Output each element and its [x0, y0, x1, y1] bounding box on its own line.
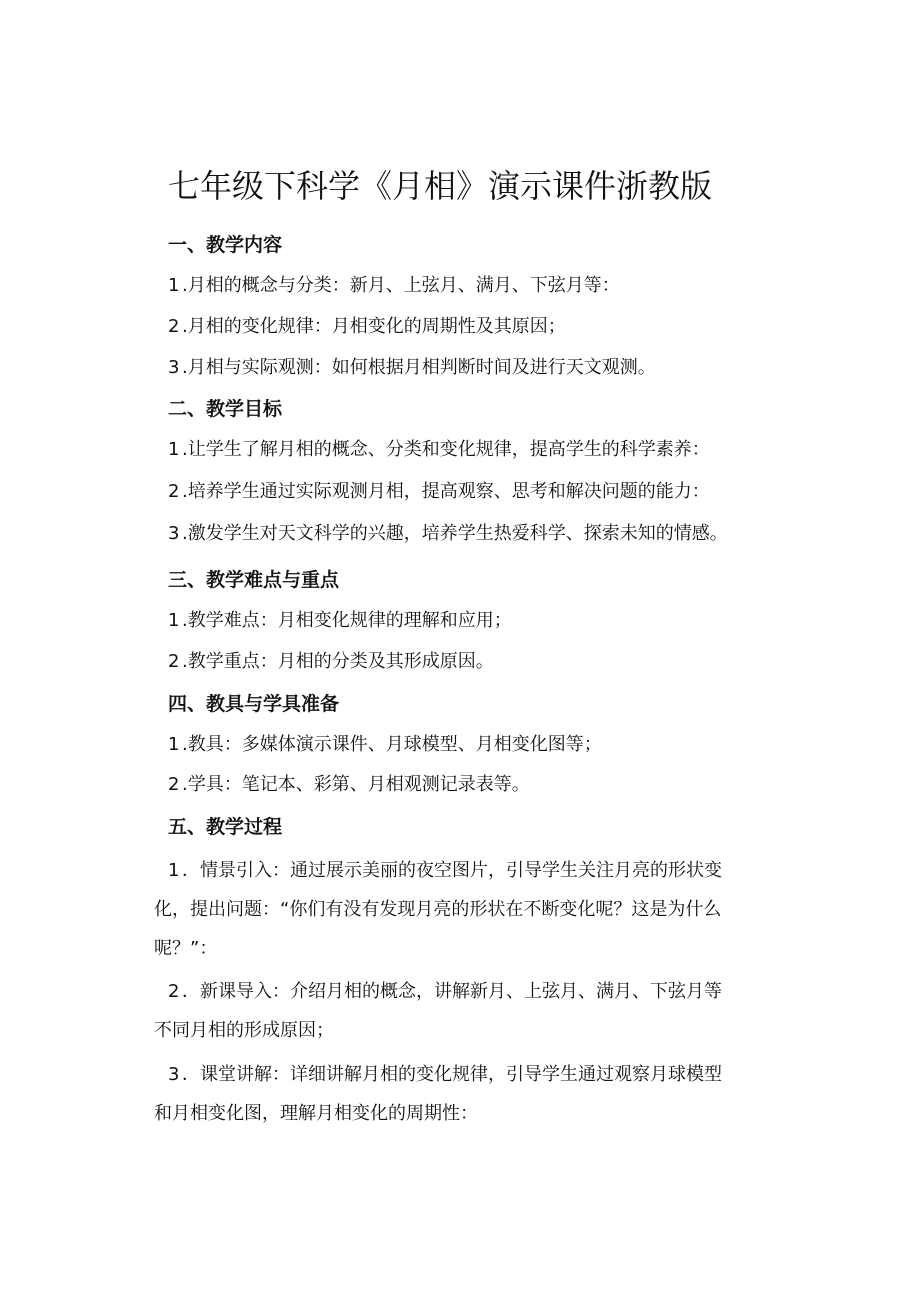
process-paragraph: [154, 972, 794, 1050]
item-text: .月相的变化规律：月相变化的周期性及其原因；: [182, 316, 566, 337]
list-item: [168, 731, 602, 759]
section-heading-materials: 四、教具与学具准备: [168, 693, 340, 715]
list-item: [168, 313, 566, 341]
item-number: 1: [168, 275, 180, 296]
paragraph-line: 不同月相的形成原因；: [154, 1020, 334, 1041]
item-text: ．新课导入：介绍月相的概念，讲解新月、上弦月、满月、下弦月等: [182, 981, 722, 1002]
item-text: .月相的概念与分类：新月、上弦月、满月、下弦月等：: [182, 275, 620, 296]
item-text: .学具：笔记本、彩第、月相观测记录表等。: [182, 774, 530, 795]
item-number: 2: [168, 481, 180, 502]
item-number: 2: [168, 316, 180, 337]
list-item: [168, 520, 728, 548]
section-heading-content: 一、教学内容: [168, 234, 283, 256]
paragraph-line: [168, 1055, 794, 1094]
list-item: [168, 272, 620, 300]
list-item: [168, 648, 494, 676]
paragraph-line: 化，提出问题：“你们有没有发现月亮的形状在不断变化呢？这是为什么: [154, 899, 722, 920]
item-number: 3: [168, 357, 180, 378]
list-item: [168, 436, 710, 464]
item-text: .教具：多媒体演示课件、月球模型、月相变化图等；: [182, 734, 602, 755]
item-number: 1: [168, 860, 180, 881]
section-heading-process: 五、教学过程: [168, 816, 283, 838]
section-heading-difficulties: 三、教学难点与重点: [168, 569, 340, 591]
item-text: ．课堂讲解：详细讲解月相的变化规律，引导学生通过观察月球模型: [182, 1064, 722, 1085]
list-item: [168, 478, 710, 506]
item-text: .培养学生通过实际观测月相，提高观察、思考和解决问题的能力：: [182, 481, 710, 502]
item-text: .激发学生对天文科学的兴趣，培养学生热爱科学、探索未知的情感。: [182, 523, 728, 544]
paragraph-line: 呢？”：: [154, 938, 218, 959]
paragraph-line: [168, 972, 794, 1011]
item-number: 2: [168, 981, 180, 1002]
list-item: [168, 771, 530, 799]
document-title: 七年级下科学《月相》演示课件浙教版: [168, 167, 713, 205]
item-number: 3: [168, 1064, 180, 1085]
item-number: 2: [168, 651, 180, 672]
process-paragraph: [154, 851, 794, 968]
process-paragraph: [154, 1055, 794, 1133]
item-text: .让学生了解月相的概念、分类和变化规律，提高学生的科学素养：: [182, 439, 710, 460]
item-text: .月相与实际观测：如何根据月相判断时间及进行天文观测。: [182, 357, 656, 378]
section-heading-objectives: 二、教学目标: [168, 398, 283, 420]
list-item: [168, 607, 512, 635]
item-number: 1: [168, 610, 180, 631]
item-number: 1: [168, 734, 180, 755]
item-text: ．情景引入：通过展示美丽的夜空图片，引导学生关注月亮的形状变: [182, 860, 722, 881]
paragraph-line: 和月相变化图，理解月相变化的周期性：: [154, 1103, 478, 1124]
item-number: 1: [168, 439, 180, 460]
list-item: [168, 354, 656, 382]
item-number: 2: [168, 774, 180, 795]
item-number: 3: [168, 523, 180, 544]
item-text: .教学难点：月相变化规律的理解和应用；: [182, 610, 512, 631]
item-text: .教学重点：月相的分类及其形成原因。: [182, 651, 494, 672]
paragraph-line: [168, 851, 794, 890]
